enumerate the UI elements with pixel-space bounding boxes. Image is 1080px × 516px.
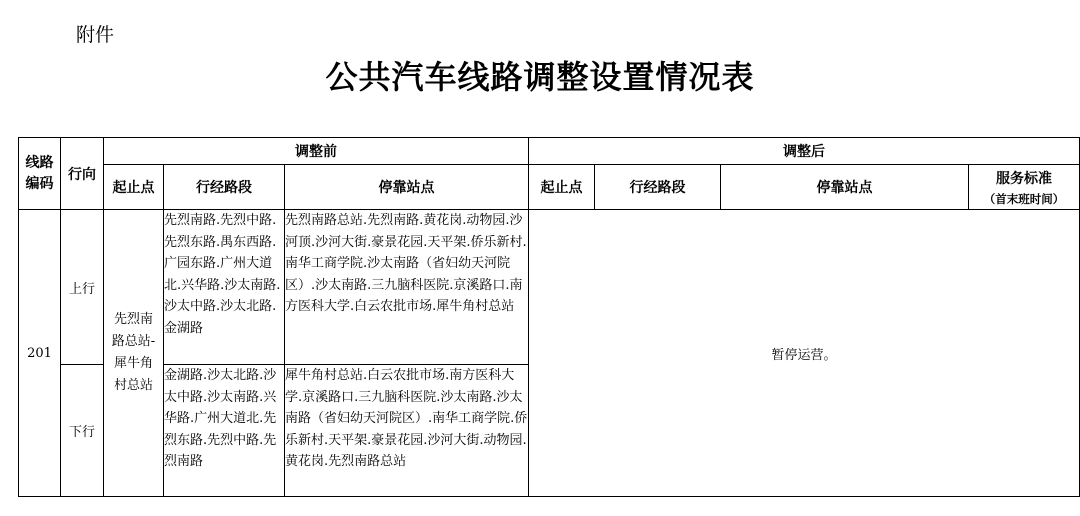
header-service-standard bbox=[969, 165, 1080, 210]
header-route-path-after: 行经路段 bbox=[595, 165, 721, 210]
header-terminals-before: 起止点 bbox=[104, 165, 164, 210]
header-stops-before: 停靠站点 bbox=[285, 165, 529, 210]
route-code-cell: 201 bbox=[19, 210, 61, 497]
after-adjustment-note: 暂停运营。 bbox=[529, 210, 1080, 497]
header-service-standard-sub: （首末班时间） bbox=[983, 191, 1065, 206]
attachment-label: 附件 bbox=[76, 24, 115, 46]
header-after: 调整后 bbox=[529, 138, 1080, 165]
header-before: 调整前 bbox=[104, 138, 529, 165]
header-route-code: 线路编码 bbox=[19, 138, 61, 210]
stops-up: 先烈南路总站.先烈南路.黄花岗.动物园.沙河顶.沙河大街.豪景花园.天平架.侨乐新村.南华工商学院.沙太南路（省妇幼天河院区）.沙太南路.三九脑科医院.京溪路口.南方医科大学.白云农批市场.犀牛角村总站 bbox=[285, 210, 529, 365]
header-service-standard-label: 服务标准 bbox=[996, 170, 1053, 187]
table-row bbox=[19, 210, 1080, 365]
route-path-down: 金湖路.沙太北路.沙太中路.沙太南路.兴华路.广州大道北.先烈东路.先烈中路.先烈南路 bbox=[164, 365, 285, 497]
route-adjustment-table bbox=[18, 137, 1080, 497]
direction-up: 上行 bbox=[61, 210, 104, 365]
header-terminals-after: 起止点 bbox=[529, 165, 595, 210]
header-direction: 行向 bbox=[61, 138, 104, 210]
route-path-up: 先烈南路.先烈中路.先烈东路.禺东西路.广园东路.广州大道北.兴华路.沙太南路.沙太中路.沙太北路.金湖路 bbox=[164, 210, 285, 365]
document-title: 公共汽车线路调整设置情况表 bbox=[325, 58, 755, 96]
direction-down: 下行 bbox=[61, 365, 104, 497]
stops-down: 犀牛角村总站.白云农批市场.南方医科大学.京溪路口.三九脑科医院.沙太南路.沙太南路（省妇幼天河院区）.南华工商学院.侨乐新村.天平架.豪景花园.沙河大街.动物园.黄花岗.先烈南路总站 bbox=[285, 365, 529, 497]
header-route-path-before: 行经路段 bbox=[164, 165, 285, 210]
header-stops-after: 停靠站点 bbox=[721, 165, 969, 210]
terminals-before-cell: 先烈南路总站-犀牛角村总站 bbox=[104, 210, 164, 497]
